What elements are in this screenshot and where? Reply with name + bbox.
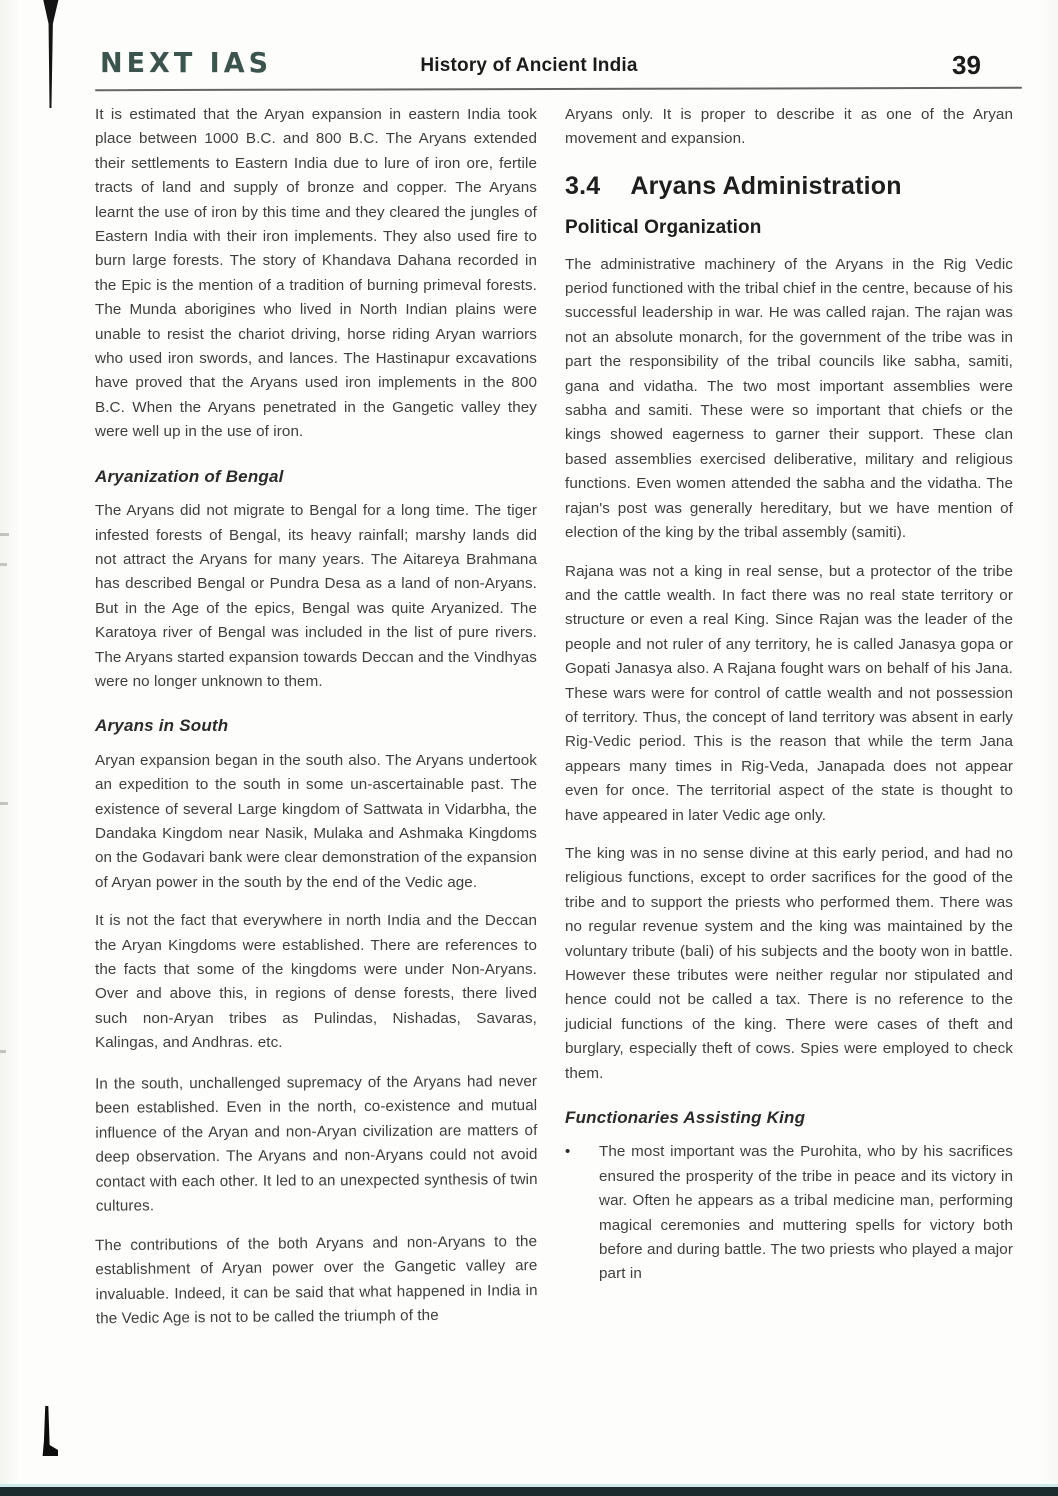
paragraph-rajana-protector: Rajana was not a king in real sense, but a protector of the tribe and the cattle wealth. In fact there was no real state territory or structure or even a real King. Since Rajan was the leader of the people and not ruler of any territory, he is called Janasya gopa or Gopati Janasya also. A Rajana fought wars on behalf of his Jana. These wars were for control of cattle wealth and not possession of territory. Thus, the concept of land territory was absent in early Rig-Vedic period. This is the reason that while the term Jana appears many times in Rig-Veda, Janapada does not appear even for once. The territorial aspect of the state is thought to have appeared in later Vedic age only.	[565, 562, 1013, 824]
paragraph-coexistence: In the south, unchallenged supremacy of the Aryans had never been established. Even in the north, co-existence and mutual influence of the Aryan and non-Aryan civilization are matters of deep observation. The Aryans and non-Aryans could not avoid contact with each other. It led to an unexpected synthesis of twin cultures.	[95, 1072, 538, 1215]
scan-edge-mark	[0, 533, 9, 536]
publisher-logo: NEXT IAS	[100, 47, 273, 80]
section-title: Aryans Administration	[630, 171, 902, 200]
book-title: History of Ancient India	[420, 55, 638, 76]
section-number: 3.4	[565, 171, 601, 200]
list-item-purohita	[565, 1140, 1013, 1286]
right-column	[565, 103, 1013, 1287]
paragraph-south-expansion: Aryan expansion began in the south also. The Aryans undertook an expedition to the south in some un-ascertainable past. The existence of several Large kingdom of Sattwata in Vidarbha, the Dandaka Kingdom near Nasik, Mulaka and Ashmaka Kingdoms on the Godavari bank were clear demonstration of the expansion of Aryan power in the south by the end of the Vedic age.	[95, 751, 537, 891]
heading-aryans-in-south: Aryans in South	[95, 716, 229, 736]
ink-mark-artifact-bottom	[36, 1406, 58, 1456]
paragraph-contributions: The contributions of the both Aryans and non-Aryans to the establishment of Aryan power over the Gangetic valley are invaluable. Indeed, it can be said that what happened in India in the Vedic Age is not to be called the triumph of the	[95, 1233, 538, 1328]
bullet-icon: •	[565, 1143, 571, 1161]
scan-edge-mark	[0, 563, 7, 566]
paragraph-non-aryan-kingdoms: It is not the fact that everywhere in north India and the Deccan the Aryan Kingdoms were established. There are references to the facts that some of the kingdoms were under Non-Aryans. Over and above this, in regions of dense forests, there lived such non-Aryan tribes as Pulindas, Nishadas, Savaras, Kalingas, and Andhras. etc.	[95, 912, 537, 1052]
paragraph-administrative-machinery: The administrative machinery of the Aryans in the Rig Vedic period functioned with the tribal chief in the centre, because of his successful leadership in war. He was called rajan. The rajan was not an absolute monarch, for the government of the tribe was in part the responsibility of the tribal councils like sabha, samiti, gana and vidatha. The two most important assemblies were sabha and samiti. These were so important that chiefs or the kings showed eagerness to garner their support. These clan based assemblies exercised deliberative, military and religious functions. Even women attended the sabha and the vidatha. The rajan's post was generally hereditary, but we have mention of election of the king by the tribal assembly (samiti).	[565, 255, 1013, 542]
ink-blot-artifact-top	[38, 0, 62, 108]
scan-edge-mark	[0, 802, 8, 805]
paragraph-bengal: The Aryans did not migrate to Bengal for a long time. The tiger infested forests of Bengal, its heavy rainfall; marshy lands did not attract the Aryans for many years. The Aitareya Brahmana has described Bengal or Pundra Desa as a land of non-Aryans. But in the Age of the epics, Bengal was quite Aryanized. The Karatoya river of Bengal was included in the list of pure rivers. The Aryans started expansion towards Deccan and the Vindhyas were no longer unknown to them.	[95, 502, 537, 690]
heading-functionaries-assisting-king: Functionaries Assisting King	[565, 1108, 806, 1128]
scan-edge-mark	[0, 1050, 6, 1053]
section-heading-aryans-administration	[565, 171, 1013, 200]
heading-aryanization-of-bengal: Aryanization of Bengal	[95, 466, 284, 486]
header-divider	[95, 87, 1022, 91]
paragraph-king-not-divine: The king was in no sense divine at this early period, and had no religious functions, except to order sacrifices for the good of the tribe and to support the priests who performed them. There was no regular revenue system and the king was maintained by the voluntary tribute (bali) of his subjects and the booty won in battle. However these tributes were neither regular nor stipulated and hence could not be called a tax. There is no reference to the judicial functions of the king. There were cases of theft and burglary, especially theft of cows. Spies were employed to check them.	[565, 844, 1013, 1082]
page-number: 39	[952, 50, 981, 80]
scan-bottom-edge-band	[0, 1487, 1058, 1496]
list-item-text: The most important was the Purohita, who by his sacrifices ensured the prosperity of the tribe in peace and its victory in war. Often he appears as a tribal medicine man, performing magical ceremonies and muttering spells for victory both before and during battle. The two priests who played a major part in	[599, 1143, 1013, 1283]
paragraph-aryan-expansion-east: It is estimated that the Aryan expansion in eastern India took place between 1000 B.C. and 800 B.C. The Aryans extended their settlements to Eastern India due to lure of iron ore, fertile tracts of land and supply of bronze and copper. The Aryans learnt the use of iron by this time and they cleared the jungles of Eastern India with their iron implements. They also used fire to burn large forests. The story of Khandava Dahana recorded in the Epic is the mention of a tradition of burning primeval forests. The Munda aborigines who lived in North Indian plains were unable to resist the chariot driving, horse riding Aryan warriors who used iron swords, and lances. The Hastinapur excavations have proved that the Aryans used iron implements in the 800 B.C. When the Aryans penetrated in the Gangetic valley they were well up in the use of iron.	[95, 106, 537, 441]
heading-political-organization: Political Organization	[565, 217, 762, 239]
left-column	[95, 103, 537, 1328]
paragraph-continuation: Aryans only. It is proper to describe it as one of the Aryan movement and expansion.	[565, 106, 1013, 148]
